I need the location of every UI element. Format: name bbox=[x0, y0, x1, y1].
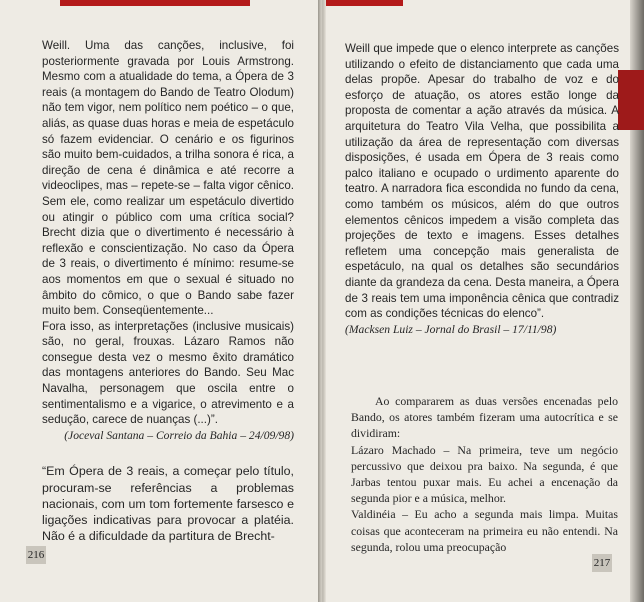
right-quote-text: Weill que impede que o elenco interprete as canções utilizando o efeito de distanciamento que cada uma delas propõe. Apesar do trabalho de voz e do esforço de atuação, os atores estão longe da proposta de comentar a ação através da música. A arquitetura do Teatro Vila Velha, que possibilita a utilização da área de representação com diversas disposições, é usada em Ópera de 3 reais como palco italiano e ocupado o urdimento aparente do teatro. A narradora fica escondida no fundo da cena, como também os músicos, além do que outros elementos cênicos impedem a visão completa das projeções de texto e imagens. Esses detalhes refletem uma concepção mais generalista de espetáculo, na qual os detalhes são secundários diante da grandeza da cena. Desta maneira, a Ópera de 3 reais tem uma imponência cênica que contradiz com as condições técnicas do elenco”. bbox=[345, 42, 619, 321]
left-citation: (Joceval Santana – Correio da Bahia – 24/09/98) bbox=[64, 428, 294, 442]
page-number-right: 217 bbox=[592, 554, 612, 572]
page-number-left: 216 bbox=[26, 546, 46, 564]
right-page bbox=[323, 0, 644, 602]
right-body-paragraph-3: Valdinéia – Eu acho a segunda mais limpa. Muitas coisas que aconteceram na primeira eu não entendi. Na segunda, rolou uma preocupação bbox=[351, 507, 618, 554]
red-side-tab bbox=[618, 70, 644, 130]
left-second-quote: “Em Ópera de 3 reais, a começar pelo título, procuram-se referências a problemas nacionais, com um tom fortemente farsesco e ligações indicativas para provocar a platéia. Não é a dificuldade da partitura de Brecht- bbox=[42, 464, 294, 544]
right-body-paragraph-2: Lázaro Machado – Na primeira, teve um negócio percussivo que deixou pra baixo. Na segunda, é que Jarbas tentou puxar mais. Eu achei a encenação da segunda pior e a música, melhor. bbox=[351, 442, 618, 506]
right-page-body bbox=[351, 393, 618, 555]
top-accent-bar bbox=[60, 0, 250, 6]
right-body-paragraph-1: Ao compararem as duas versões encenadas pelo Bando, os atores também fizeram uma autocrítica e se dividiram: bbox=[351, 394, 618, 441]
right-citation: (Macksen Luiz – Jornal do Brasil – 17/11/98) bbox=[345, 322, 557, 336]
book-gutter bbox=[318, 0, 326, 602]
top-accent-bar-right bbox=[323, 0, 403, 6]
left-paragraph-1: Weill. Uma das canções, inclusive, foi posteriormente gravada por Louis Armstrong. Mesmo com a atualidade do tema, a Ópera de 3 reais (a montagem do Bando de Teatro Olodum) não tem vigor, nem político nem poético – o que, aliás, as quase duas horas e meia de espetáculo só fazem evidenciar. O cenário e os figurinos são muito bem-cuidados, a trilha sonora é rica, a direção de cena é dinâmica e até recorre a videoclipes, mas – repete-se – falta vigor cênico. Sem ele, como realizar um espetáculo divertido ou atingir o público com uma crítica social? Brecht dizia que o divertimento é necessário à reflexão e conscientização. No caso da Ópera de 3 reais, o divertimento é mínimo: resume-se aos momentos em que o sexual é situado no âmbito do cômico, o que o Bando sabe fazer muito bem. Conseqüentemente... bbox=[42, 39, 294, 318]
right-page-quote bbox=[345, 41, 619, 337]
left-page bbox=[0, 0, 321, 602]
left-page-text bbox=[42, 38, 294, 544]
left-paragraph-2: Fora isso, as interpretações (inclusive musicais) são, no geral, frouxas. Lázaro Ramos não consegue desta vez o mesmo êxito dramático das montagens anteriores do Bando. Seu Mac Navalha, personagem que oscila entre o sentimentalismo e a vigarice, o atrevimento e a sedução, carece de nuanças (...)”. bbox=[42, 319, 294, 427]
